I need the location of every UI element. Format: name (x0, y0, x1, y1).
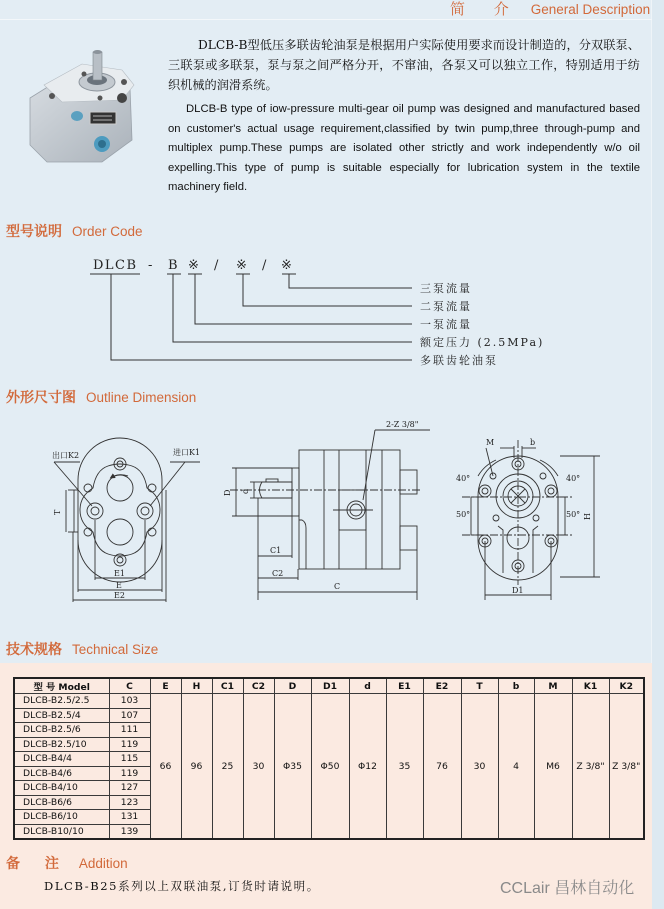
code-part-dlcb: DLCB (93, 258, 138, 273)
order-code-diagram (0, 250, 640, 370)
cell-d-small: Φ12 (349, 694, 386, 840)
header-model: 型 号 Model (14, 678, 109, 694)
label-e2: E2 (114, 591, 125, 600)
cell-b: 4 (498, 694, 534, 840)
cell-c: 123 (109, 795, 150, 810)
cell-c2: 30 (243, 694, 274, 840)
header-b: b (498, 678, 534, 694)
label-t: T (53, 509, 62, 515)
cell-c: 131 (109, 810, 150, 825)
code-part-dash: - (148, 258, 154, 273)
header-h: H (181, 678, 212, 694)
watermark-logo: CCLair 昌林自动化 (500, 880, 635, 897)
general-title-en: General Description (530, 2, 651, 17)
header-e: E (150, 678, 181, 694)
label-h: H (583, 513, 592, 520)
cell-c: 127 (109, 781, 150, 796)
cell-c: 119 (109, 737, 150, 752)
code-part-flow3: ※ (281, 258, 294, 273)
header-k2: K2 (609, 678, 644, 694)
cell-e1: 35 (386, 694, 423, 840)
cell-c: 115 (109, 752, 150, 767)
addition-title (6, 853, 128, 873)
tech-title-en: Technical Size (72, 642, 159, 657)
front-view-drawing (54, 438, 200, 602)
label-inlet-k1: 进口K1 (173, 448, 201, 457)
code-part-flow1: ※ (188, 258, 201, 273)
cell-m: M6 (534, 694, 572, 840)
cell-model: DLCB-B2.5/4 (14, 708, 109, 723)
label-e1: E1 (114, 569, 125, 578)
technical-size-table (13, 677, 645, 840)
legend-pump3-flow: 三泵流量 (420, 282, 472, 295)
label-b: b (530, 438, 536, 447)
cell-c: 111 (109, 723, 150, 738)
header-d: D (274, 678, 311, 694)
legend-pump1-flow: 一泵流量 (420, 318, 472, 331)
cell-model: DLCB-B2.5/10 (14, 737, 109, 752)
cell-c1: 25 (212, 694, 243, 840)
addition-title-cn: 备 注 (6, 856, 69, 872)
code-part-b: B (168, 258, 180, 273)
code-part-slash1: / (214, 258, 220, 273)
order-code-title-cn: 型号说明 (6, 224, 62, 240)
cell-model: DLCB-B4/10 (14, 781, 109, 796)
addition-note: DLCB-B25系列以上双联油泵,订货时请说明。 (44, 879, 320, 893)
label-d-shaft: d (241, 488, 250, 494)
pump-photo (22, 40, 142, 165)
legend-multi-gear-pump: 多联齿轮油泵 (420, 354, 498, 367)
outline-title-en: Outline Dimension (86, 390, 197, 405)
cell-c: 103 (109, 694, 150, 709)
code-part-slash2: / (262, 258, 268, 273)
label-angle-50-left: 50° (456, 510, 471, 519)
cell-model: DLCB-B6/10 (14, 810, 109, 825)
label-m: M (486, 438, 495, 447)
rear-view-drawing (462, 440, 600, 600)
label-e: E (116, 581, 122, 590)
label-c1: C1 (270, 546, 282, 555)
label-c: C (334, 582, 341, 591)
cell-h: 96 (181, 694, 212, 840)
header-e1: E1 (386, 678, 423, 694)
general-title-cn: 简 介 (450, 0, 521, 18)
cell-model: DLCB-B10/10 (14, 824, 109, 839)
cell-e: 66 (150, 694, 181, 840)
header-c2: C2 (243, 678, 274, 694)
legend-pump2-flow: 二泵流量 (420, 300, 472, 313)
header-d1: D1 (311, 678, 349, 694)
label-outlet-k2: 出口K2 (52, 451, 80, 460)
cell-e2: 76 (423, 694, 461, 840)
cell-t: 30 (461, 694, 498, 840)
header-d-small: d (349, 678, 386, 694)
cell-c: 119 (109, 766, 150, 781)
header-c: C (109, 678, 150, 694)
header-k1: K1 (572, 678, 609, 694)
header-c1: C1 (212, 678, 243, 694)
outline-drawings (0, 400, 652, 615)
cell-model: DLCB-B2.5/2.5 (14, 694, 109, 709)
label-c2: C2 (272, 569, 284, 578)
cell-c: 139 (109, 824, 150, 839)
cell-model: DLCB-B4/4 (14, 752, 109, 767)
technical-size-title (6, 639, 158, 659)
cell-k2: Z 3/8" (609, 694, 644, 840)
table-header-row (14, 678, 644, 694)
cell-k1: Z 3/8" (572, 694, 609, 840)
general-description-cn: DLCB-B型低压多联齿轮油泵是根据用户实际使用要求而设计制造的，分双联泵、三联泵或多联泵，泵与泵之间严格分开，不窜油，各泵又可以独立工作，特别适用于纺织机械的润滑系统。 (168, 38, 640, 92)
addition-title-en: Addition (78, 856, 128, 871)
header-t: T (461, 678, 498, 694)
label-angle-40-right: 40° (566, 474, 581, 483)
cell-d1: Φ50 (311, 694, 349, 840)
cell-c: 107 (109, 708, 150, 723)
table-row (14, 694, 644, 709)
order-code-title-en: Order Code (72, 224, 143, 239)
tech-title-cn: 技术规格 (6, 642, 62, 658)
right-edge-strip (651, 0, 664, 909)
code-part-flow2: ※ (236, 258, 249, 273)
cell-model: DLCB-B2.5/6 (14, 723, 109, 738)
general-description-en: DLCB-B type of iow-pressure multi-gear oil pump was designed and manufactured based on customer's actual usage requirement,classified by twin pump,three through-pump and multiplex pump.These pumps are isolated other strictly and work independently w/o oil expelling.This type of pump is suitable especially for lubrication system in the textile machinery field. (168, 103, 640, 193)
label-thread-spec: 2-Z 3/8" (386, 420, 419, 429)
cell-model: DLCB-B4/6 (14, 766, 109, 781)
cell-d: Φ35 (274, 694, 311, 840)
side-view-drawing (230, 430, 430, 600)
outline-title-cn: 外形尺寸图 (6, 390, 76, 406)
legend-rated-pressure: 额定压力 (2.5MPa) (420, 336, 545, 349)
order-code-title (6, 221, 143, 241)
label-d-outer: D (223, 489, 232, 496)
header-e2: E2 (423, 678, 461, 694)
cell-model: DLCB-B6/6 (14, 795, 109, 810)
header-divider (0, 19, 652, 20)
label-angle-40-left: 40° (456, 474, 471, 483)
label-d1: D1 (512, 586, 524, 595)
label-angle-50-right: 50° (566, 510, 581, 519)
general-description-title (450, 0, 650, 19)
header-m: M (534, 678, 572, 694)
